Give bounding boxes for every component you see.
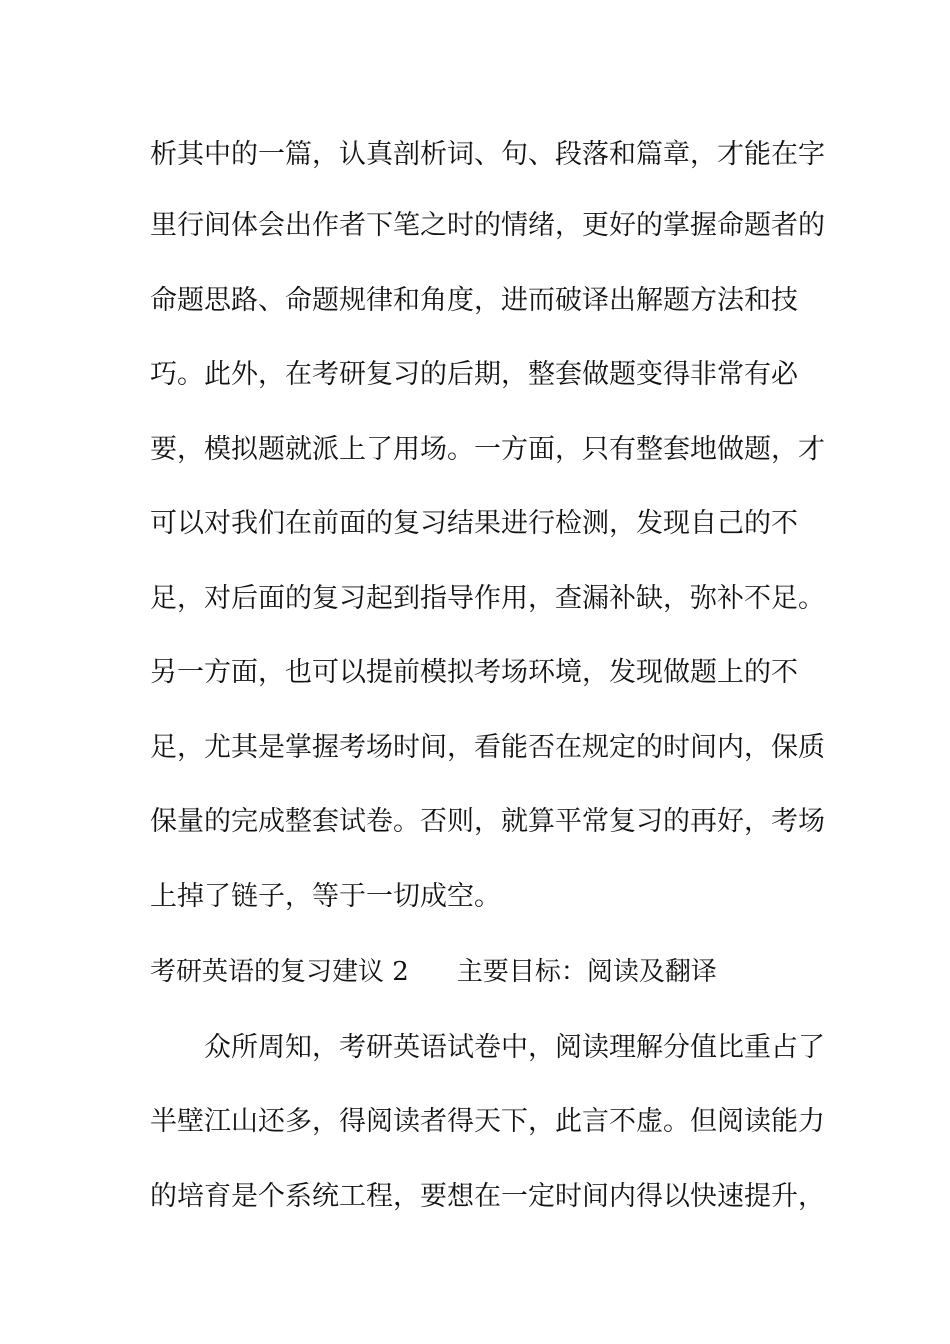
paragraph-1-line-6: 可以对我们在前面的复习结果进行检测，发现自己的不 (150, 508, 798, 539)
paragraph-1-line-3: 命题思路、命题规律和角度，进而破译出解题方法和技 (150, 285, 798, 316)
paragraph-1-line-10: 保量的完成整套试卷。否则，就算平常复习的再好，考场 (150, 806, 825, 837)
paragraph-2-line-3: 的培育是个系统工程，要想在一定时间内得以快速提升， (150, 1181, 825, 1212)
section-heading (150, 955, 800, 989)
paragraph-1-line-4: 巧。此外，在考研复习的后期，整套做题变得非常有必 (150, 359, 798, 390)
section-heading-title: 考研英语的复习建议 2 (150, 957, 409, 987)
paragraph-1-line-8: 另一方面，也可以提前模拟考场环境，发现做题上的不 (150, 657, 798, 688)
paragraph-1-line-9: 足，尤其是掌握考场时间，看能否在规定的时间内，保质 (150, 732, 825, 763)
paragraph-1-line-7: 足，对后面的复习起到指导作用，查漏补缺，弥补不足。 (150, 583, 825, 614)
paragraph-1-line-1: 析其中的一篇，认真剖析词、句、段落和篇章，才能在字 (150, 139, 825, 170)
section-heading-subtitle: 主要目标：阅读及翻译 (456, 957, 717, 987)
paragraph-2-line-2: 半壁江山还多，得阅读者得天下，此言不虚。但阅读能力 (150, 1106, 825, 1137)
paragraph-1-line-5: 要，模拟题就派上了用场。一方面，只有整套地做题，才 (150, 434, 825, 465)
paragraph-1-line-2: 里行间体会出作者下笔之时的情绪，更好的掌握命题者的 (150, 210, 825, 241)
paragraph-1-line-11: 上掉了链子，等于一切成空。 (150, 881, 501, 912)
paragraph-2-line-1: 众所周知，考研英语试卷中，阅读理解分值比重占了 (150, 1032, 825, 1063)
